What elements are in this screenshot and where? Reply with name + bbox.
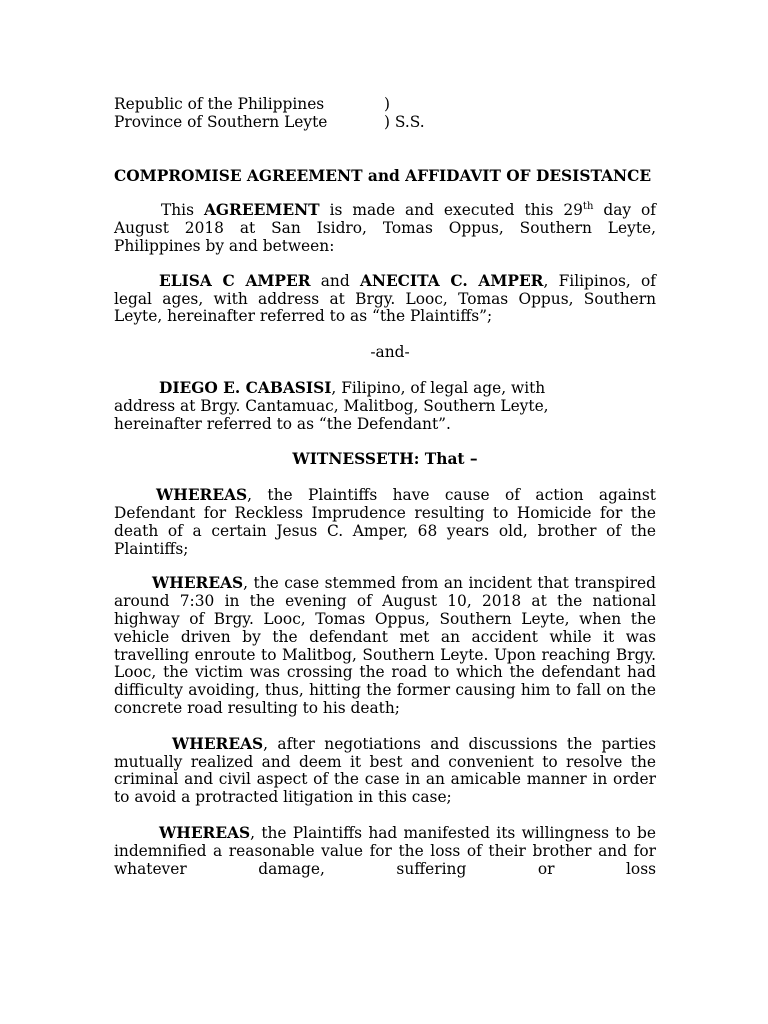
plaintiff-name-1: ELISA C AMPER bbox=[159, 271, 311, 290]
venue-paren: ) bbox=[384, 95, 391, 113]
intro-superscript: th bbox=[582, 201, 594, 213]
plaintiffs-paragraph bbox=[114, 273, 656, 326]
defendant-paragraph bbox=[114, 380, 656, 433]
whereas-text: , after negotiations and discussions the parties mutually realized and deem it best and convenient to resolve the criminal and civil aspect of the case in an amicable manner in order to avoid a protracted litigation in this case; bbox=[114, 734, 656, 807]
witnesseth-heading: WITNESSETH: That – bbox=[292, 450, 478, 469]
venue-block bbox=[114, 96, 656, 132]
and-separator: -and- bbox=[370, 343, 410, 362]
document-title: COMPROMISE AGREEMENT and AFFIDAVIT OF DESISTANCE bbox=[114, 166, 652, 185]
whereas-text: , the Plaintiffs had manifested its willingness to be indemnified a reasonable value for the loss of their brother and for whatever damage, suffering or loss bbox=[114, 823, 656, 878]
plaintiffs-conj: and bbox=[320, 271, 350, 290]
defendant-name: DIEGO E. CABASISI bbox=[159, 378, 332, 397]
whereas-keyword: WHEREAS bbox=[172, 734, 264, 753]
whereas-keyword: WHEREAS bbox=[156, 486, 248, 505]
intro-text-b: day of August 2018 at San Isidro, Tomas Oppus, Southern Leyte, Philippines by and between: bbox=[114, 201, 656, 255]
whereas-paragraph-1 bbox=[114, 487, 656, 558]
whereas-paragraph-4 bbox=[114, 825, 656, 878]
plaintiff-name-2: ANECITA C. AMPER bbox=[359, 271, 544, 290]
intro-lead: This bbox=[161, 201, 194, 220]
plaintiffs-text: , Filipinos, of legal ages, with address at Brgy. Looc, Tomas Oppus, Southern Leyte, hereinafter referred to as “the Plaintiffs”; bbox=[114, 271, 656, 326]
whereas-keyword: WHEREAS bbox=[159, 823, 251, 842]
intro-text-a: is made and executed this 29 bbox=[329, 201, 583, 220]
whereas-paragraph-2 bbox=[114, 575, 656, 717]
whereas-paragraph-3 bbox=[114, 736, 656, 807]
intro-paragraph bbox=[114, 202, 656, 255]
whereas-keyword: WHEREAS bbox=[152, 574, 244, 593]
venue-ss: ) S.S. bbox=[384, 112, 425, 131]
intro-keyword: AGREEMENT bbox=[203, 201, 320, 220]
whereas-text: , the Plaintiffs have cause of action against Defendant for Reckless Imprudence resulting to Homicide for the death of a certain Jesus C. Amper, 68 years old, brother of the Plaintiffs; bbox=[114, 486, 656, 558]
venue-province: Province of Southern Leyte bbox=[114, 112, 328, 131]
document-page bbox=[114, 96, 656, 878]
whereas-text: , the case stemmed from an incident that transpired around 7:30 in the evening of August 10, 2018 at the national highway of Brgy. Looc, Tomas Oppus, Southern Leyte, when the vehicle driven by the defendant met an accident while it was travelling enroute to Malitbog, Southern Leyte. Upon reaching Brgy. Looc, the victim was crossing the road to which the defendant had difficulty avoiding, thus, hitting the former causing him to fall on the concrete road resulting to his death; bbox=[114, 574, 656, 717]
venue-republic: Republic of the Philippines bbox=[114, 95, 325, 113]
defendant-text: , Filipino, of legal age, with address at Brgy. Cantamuac, Malitbog, Southern Leyte, hereinafter referred to as “the Defendant”. bbox=[114, 378, 549, 433]
